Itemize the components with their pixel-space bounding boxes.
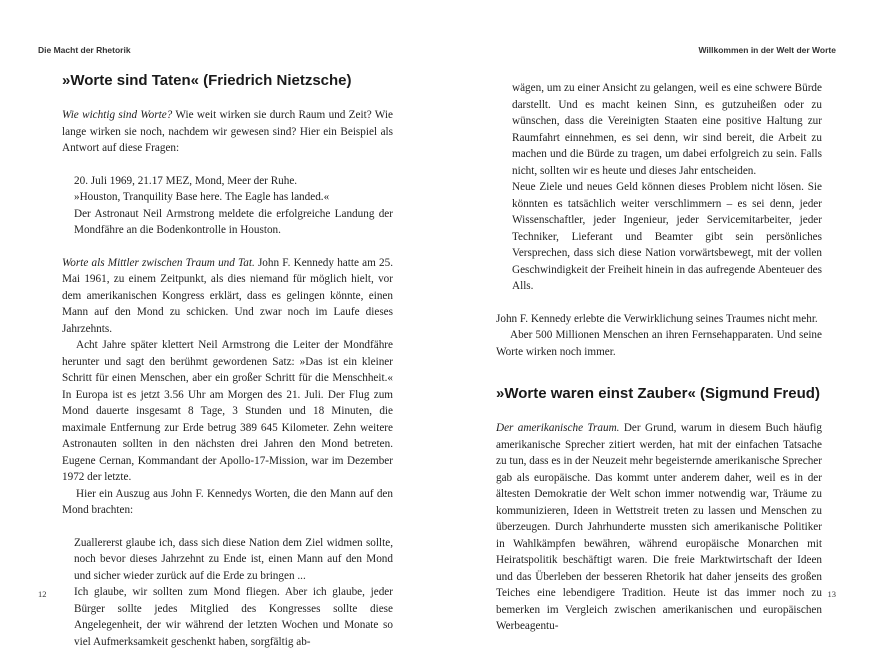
kennedy-quote-p1: Zuallererst glaube ich, dass sich diese Nation dem Ziel widmen sollte, noch bevor dieses Jahrzehnt zu Ende ist, einen Mann auf den Mond und sicher wieder zurück auf die Erde zu bringen ... — [74, 535, 393, 585]
running-head-left: Die Macht der Rhetorik — [38, 45, 131, 55]
kennedy-text: John F. Kennedy hatte am 25. Mai 1961, zu einem Zeitpunkt, als dies niemand für möglich hielt, vor dem amerikanischen Kongress erklärt, dass es gelingen könnte, einen Mann auf den Mond zu schicken. Und zwar noch im Laufe dieses Jahrzehnts. — [62, 257, 393, 335]
kennedy-quote — [74, 535, 393, 650]
armstrong-paragraph: Acht Jahre später klettert Neil Armstrong die Leiter der Mondfähre herunter und sagt den berühmt gewordenen Satz: »Das ist ein kleiner Schritt für einen Menschen, aber ein großer Schritt für die Menschheit.« In Europa ist es jetzt 3.56 Uhr am Morgen des 21. Juli. Der Flug zum Mond dauerte insgesamt 8 Tage, 3 Stunden und 18 Minuten, die maximale Entfernung zur Erde betrug 389 645 Kilometer. Zehn weitere Astronauten sollten in den nächsten drei Jahren den Mond betreten. Eugene Cernan, Kommandant der Apollo-17-Mission, war im Dezember 1972 der letzte. — [62, 337, 393, 486]
moon-landing-quote — [74, 173, 393, 239]
page-number-right: 13 — [828, 589, 837, 599]
kennedy-paragraph — [62, 255, 393, 338]
quote-line-date: 20. Juli 1969, 21.17 MEZ, Mond, Meer der Ruhe. — [74, 173, 393, 190]
quote-line-armstrong: Der Astronaut Neil Armstrong meldete die erfolgreiche Landung der Mondfähre an die Bodenkontrolle in Houston. — [74, 206, 393, 239]
section-heading-nietzsche: »Worte sind Taten« (Friedrich Nietzsche) — [62, 71, 393, 91]
page-number-left: 12 — [38, 589, 47, 599]
running-head-right: Willkommen in der Welt der Worte — [698, 45, 836, 55]
american-dream-text: Der Grund, warum in diesem Buch häufig amerikanische Sprecher zitiert werden, hat mit der einfachen Tatsache zu tun, dass es in der Neuzeit mehr begeisternde amerikanische Sprecher gab als europäische. Das kommt unter anderem daher, weil es in der ältesten Demokratie der Welt schon immer notwendig war, Träume zu kommunizieren, Ideen in Wettstreit treten zu lassen und Menschen zu überzeugen. Durch Jahrhunderte mussten sich amerikanische Politiker in Wahlkämpfen bewähren, während europäische Monarchen mit Heiratspolitik beschäftigt waren. Die freie Marktwirtschaft der Ideen und das Überleben der besseren Rhetorik hat daher jenseits des großen Teiches eine lebendigere Tradition. Heute ist das immer noch zu bemerken im Vergleich zwischen amerikanischen und europäischen Werbeagentu- — [496, 422, 822, 632]
section-lead-american-dream: Der amerikanische Traum. — [496, 422, 619, 434]
quote-line-houston: »Houston, Tranquility Base here. The Eagle has landed.« — [74, 189, 393, 206]
left-page-column — [62, 71, 393, 650]
millions-paragraph: Aber 500 Millionen Menschen an ihren Fernsehapparaten. Und seine Worte wirken noch immer. — [496, 327, 822, 360]
kennedy-quote-continued — [512, 80, 822, 295]
right-page-column — [496, 80, 822, 635]
excerpt-intro-paragraph: Hier ein Auszug aus John F. Kennedys Worten, die den Mann auf den Mond brachten: — [62, 486, 393, 519]
intro-paragraph — [62, 107, 393, 157]
kennedy-quote-cont-p2: Neue Ziele und neues Geld können dieses Problem nicht lösen. Sie könnten es tatsächlich weiter verschlimmern – es sei denn, jeder Wissenschaftler, jeder Ingenieur, jeder Servicemitarbeiter, jeder Techniker, Lieferant und Beamter gibt sein persönliches Versprechen, dass sich diese Nation vorwärtsbewegt, mit der vollen Geschwindigkeit der Freiheit hinein in das aufregende Abenteuer des Alls. — [512, 179, 822, 295]
kennedy-quote-cont-p1: wägen, um zu einer Ansicht zu gelangen, weil es eine schwere Bürde darstellt. Und es macht keinen Sinn, es gutzuheißen oder zu wünschen, dass die Vereinigten Staaten eine positive Haltung zur Raumfahrt einnehmen, es sei denn, wir sind bereit, die Arbeit zu machen und die Bürde zu tragen, um dabei erfolgreich zu sein. Falls nicht, sollten wir es heute und dieses Jahr entscheiden. — [512, 80, 822, 179]
kennedy-legacy-paragraph: John F. Kennedy erlebte die Verwirklichung seines Traumes nicht mehr. — [496, 311, 822, 328]
intro-text: Wie weit wirken sie durch Raum und Zeit? Wie lange wirken sie noch, nachdem wir gewesen sind? Hier ein Beispiel als Antwort auf diese Fragen: — [62, 109, 393, 154]
section-heading-freud: »Worte waren einst Zauber« (Sigmund Freud) — [496, 384, 822, 404]
section-lead-traum-tat: Worte als Mittler zwischen Traum und Tat. — [62, 257, 255, 269]
american-dream-paragraph — [496, 420, 822, 635]
intro-lead: Wie wichtig sind Worte? — [62, 109, 172, 121]
kennedy-quote-p2: Ich glaube, wir sollten zum Mond fliegen. Aber ich glaube, jeder Bürger sollte jedes Mitglied des Kongresses sollte diese Angelegenheit, der wir während der letzten Wochen und Monate so viel Aufmerksamkeit geschenkt haben, sorgfältig ab- — [74, 584, 393, 650]
